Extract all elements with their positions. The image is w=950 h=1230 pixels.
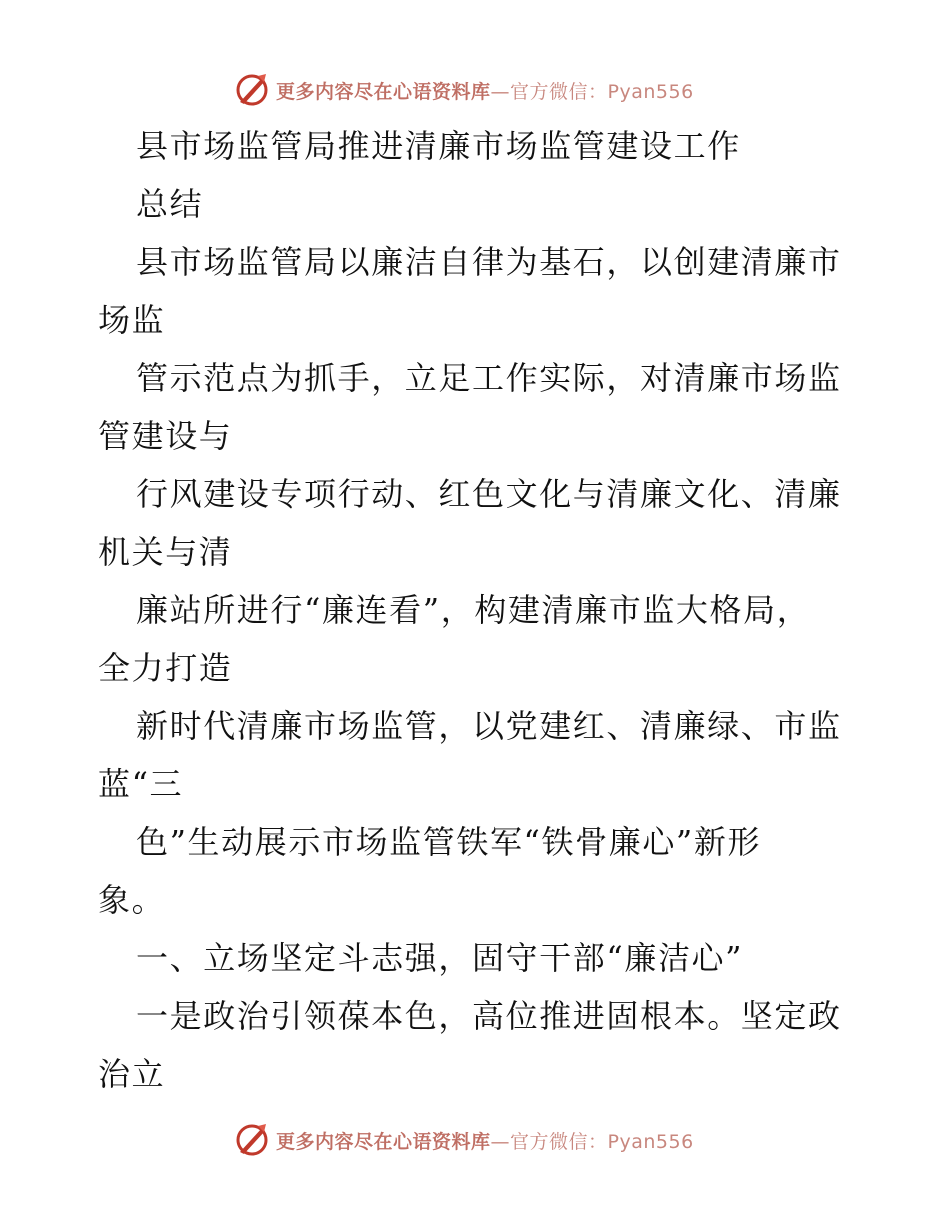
watermark-separator: — — [490, 1130, 511, 1153]
body-line: 机关与清 — [98, 533, 233, 571]
red-quill-logo-icon — [232, 1120, 272, 1160]
watermark-title: 更多内容尽在心语资料库 — [276, 1130, 491, 1153]
body-line: 县市场监管局以廉洁自律为基石，以创建清廉市 — [136, 243, 842, 281]
document-title-line-2: 总结 — [136, 185, 204, 223]
body-line: 管示范点为抓手，立足工作实际，对清廉市场监 — [136, 359, 842, 397]
body-line: 治立 — [98, 1055, 166, 1093]
body-line: 廉站所进行“廉连看”，构建清廉市监大格局， — [136, 591, 811, 629]
watermark-contact: 官方微信：Pyan556 — [510, 80, 694, 103]
body-line: 色”生动展示市场监管铁军“铁骨廉心”新形 — [136, 823, 762, 861]
watermark-text — [276, 77, 694, 104]
watermark-text — [276, 1127, 694, 1154]
document-title-line-1: 县市场监管局推进清廉市场监管建设工作 — [136, 127, 741, 165]
watermark-title: 更多内容尽在心语资料库 — [276, 80, 491, 103]
watermark-header — [232, 70, 694, 110]
watermark-separator: — — [490, 80, 511, 103]
body-line: 新时代清廉市场监管，以党建红、清廉绿、市监 — [136, 707, 842, 745]
body-line: 管建设与 — [98, 417, 233, 455]
body-line: 一是政治引领葆本色，高位推进固根本。坚定政 — [136, 997, 842, 1035]
body-line: 全力打造 — [98, 649, 233, 687]
body-line: 蓝“三 — [98, 765, 184, 803]
red-quill-logo-icon — [232, 70, 272, 110]
section-heading: 一、立场坚定斗志强，固守干部“廉洁心” — [136, 939, 744, 977]
watermark-footer — [232, 1120, 694, 1160]
body-line: 象。 — [98, 881, 166, 919]
body-line: 行风建设专项行动、红色文化与清廉文化、清廉 — [136, 475, 842, 513]
body-line: 场监 — [98, 301, 166, 339]
watermark-contact: 官方微信：Pyan556 — [510, 1130, 694, 1153]
